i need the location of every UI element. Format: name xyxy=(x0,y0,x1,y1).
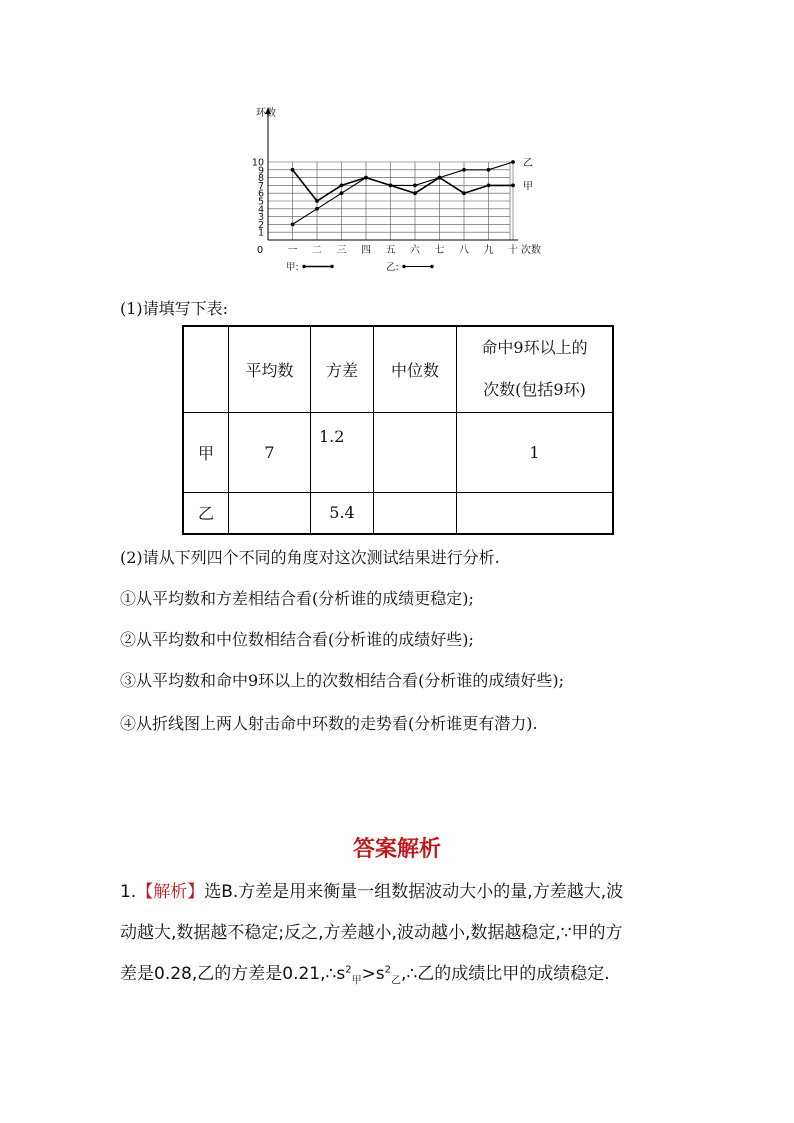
row-hits: 1 xyxy=(457,412,614,492)
table-row xyxy=(183,492,613,534)
answer-number: 1. xyxy=(120,882,137,902)
superscript-2: 2 xyxy=(384,964,392,976)
table-header-row xyxy=(183,326,613,412)
row-name: 乙 xyxy=(183,492,229,534)
table-row xyxy=(183,412,613,492)
data-point xyxy=(315,207,319,211)
legend-label: 乙: xyxy=(386,262,399,273)
series-end-label: 乙 xyxy=(523,158,533,169)
answer-text-2: 动越大,数据越不稳定;反之,方差越小,波动越小,数据越稳定,∵甲的方 xyxy=(120,923,623,943)
data-point xyxy=(487,168,491,172)
stats-table xyxy=(182,325,614,535)
subscript-jia: 甲 xyxy=(351,975,362,987)
row-median xyxy=(374,492,457,534)
header-hits-line1: 命中9环以上的 xyxy=(481,338,588,358)
data-point xyxy=(340,191,344,195)
row-mean xyxy=(229,492,311,534)
legend-label: 甲: xyxy=(286,262,299,273)
data-point xyxy=(413,184,417,188)
header-variance: 方差 xyxy=(311,326,374,412)
x-tick-label: 八 xyxy=(459,245,469,256)
answer-text-3b: ,∴乙的成绩比甲的成绩稳定. xyxy=(401,964,610,984)
y-tick-label: 2 xyxy=(257,219,264,231)
data-point xyxy=(364,176,368,180)
question-1: (1)请填写下表: xyxy=(120,299,229,318)
answer-title: 答案解析 xyxy=(352,837,441,862)
data-point xyxy=(511,184,515,188)
y-tick-label: 9 xyxy=(257,165,264,177)
series-end-label: 甲 xyxy=(523,181,533,193)
x-tick-label: 九 xyxy=(483,245,494,256)
data-point xyxy=(340,184,344,188)
header-cell-empty xyxy=(183,326,229,412)
greater-than-s: >s xyxy=(361,964,385,984)
answer-line-1 xyxy=(120,877,623,902)
header-hits xyxy=(457,326,614,412)
answer-tag: 【解析】 xyxy=(136,882,205,902)
answer-text-3a: 差是0.28,乙的方差是0.21,∴s xyxy=(120,964,346,984)
data-point xyxy=(511,160,515,164)
header-mean: 平均数 xyxy=(229,326,311,412)
legend-point xyxy=(302,265,305,268)
x-tick-label: 四 xyxy=(361,245,371,256)
row-hits xyxy=(457,492,614,534)
x-tick-label: 三 xyxy=(336,245,347,256)
answer-line-2 xyxy=(120,918,623,943)
y-tick-label: 5 xyxy=(257,196,264,208)
analysis-item-3: ③从平均数和命中9环以上的次数相结合看(分析谁的成绩好些); xyxy=(120,671,565,690)
x-tick-label: 五 xyxy=(385,245,396,256)
data-point xyxy=(291,168,295,172)
data-point xyxy=(462,168,466,172)
y-tick-label: 7 xyxy=(257,180,264,192)
row-variance: 1.2 xyxy=(311,412,374,492)
data-point xyxy=(291,223,295,227)
analysis-item-2: ②从平均数和中位数相结合看(分析谁的成绩好些); xyxy=(120,630,474,649)
line-chart xyxy=(240,100,560,280)
x-tick-label: 六 xyxy=(410,245,420,256)
y-tick-label: 8 xyxy=(257,173,264,185)
answer-line-3 xyxy=(120,959,610,986)
y-tick-label: 3 xyxy=(257,212,264,224)
row-mean: 7 xyxy=(229,412,311,492)
x-tick-label: 二 xyxy=(312,245,322,256)
row-variance: 5.4 xyxy=(311,492,374,534)
header-median: 中位数 xyxy=(374,326,457,412)
y-tick-label: 10 xyxy=(251,157,264,169)
row-name: 甲 xyxy=(183,412,229,492)
y-tick-label: 4 xyxy=(257,204,264,216)
x-axis-label: 次数 xyxy=(521,245,541,256)
data-point xyxy=(438,176,442,180)
x-tick-label: 十 xyxy=(508,245,518,256)
row-median xyxy=(374,412,457,492)
question-2: (2)请从下列四个不同的角度对这次测试结果进行分析. xyxy=(120,548,500,567)
y-tick-label: 6 xyxy=(257,188,264,200)
data-point xyxy=(413,191,417,195)
analysis-item-1: ①从平均数和方差相结合看(分析谁的成绩更稳定); xyxy=(120,589,474,608)
answer-text-1: 选B.方差是用来衡量一组数据波动大小的量,方差越大,波 xyxy=(204,882,624,902)
data-point xyxy=(389,184,393,188)
analysis-item-4: ④从折线图上两人射击命中环数的走势看(分析谁更有潜力). xyxy=(120,714,538,733)
legend-point xyxy=(402,265,405,268)
x-tick-label: 七 xyxy=(434,245,445,256)
x-tick-label: 一 xyxy=(287,245,298,256)
data-point xyxy=(462,191,466,195)
subscript-yi: 乙 xyxy=(391,975,402,987)
superscript-2: 2 xyxy=(345,964,352,976)
y-axis-label: 环数 xyxy=(256,108,276,119)
chart-svg xyxy=(240,100,560,280)
legend-point xyxy=(330,265,333,268)
y-tick-label: 1 xyxy=(257,227,264,239)
origin-label: 0 xyxy=(256,245,264,256)
header-hits-line2: 次数(包括9环) xyxy=(483,380,586,400)
legend-point xyxy=(430,265,433,268)
data-point xyxy=(315,199,319,203)
data-point xyxy=(487,184,491,188)
